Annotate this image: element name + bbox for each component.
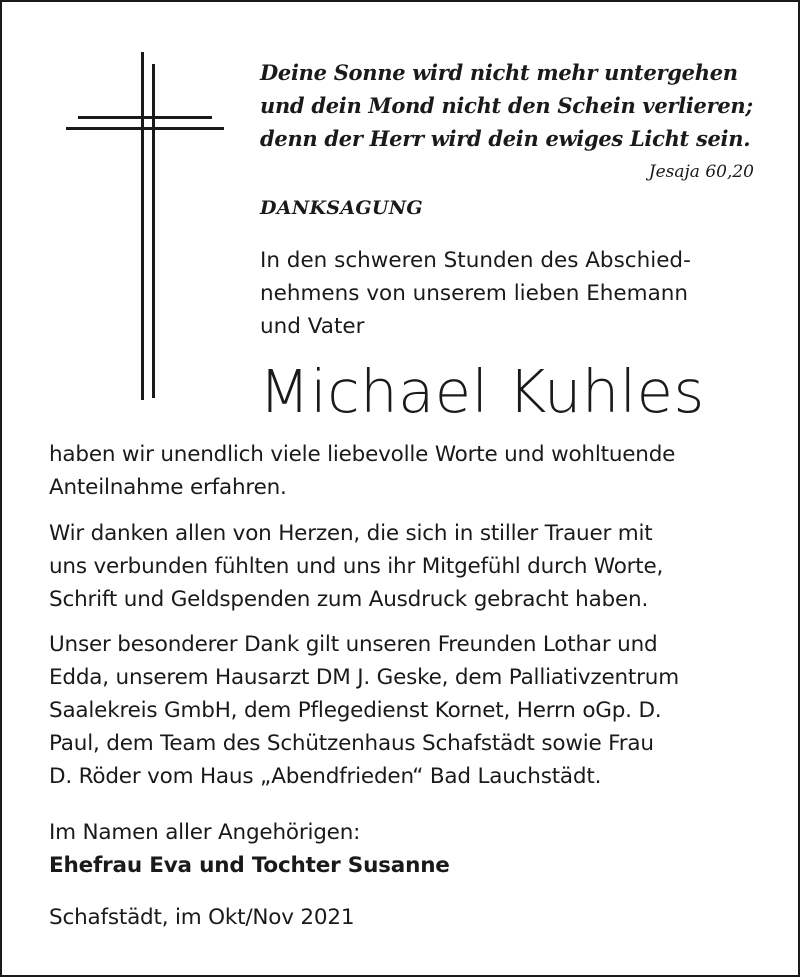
bible-quote bbox=[260, 56, 760, 155]
paragraph-line: Saalekreis GmbH, dem Pflegedienst Kornet, Herrn oGp. D. bbox=[49, 698, 662, 723]
paragraph-line: Unser besonderer Dank gilt unseren Freunden Lothar und bbox=[49, 632, 658, 657]
quote-line: und dein Mond nicht den Schein verlieren; bbox=[260, 93, 753, 118]
paragraph-line: haben wir unendlich viele liebevolle Worte und wohltuende bbox=[49, 442, 676, 467]
intro-line: und Vater bbox=[260, 314, 365, 339]
cross-icon bbox=[66, 52, 224, 400]
quote-line: denn der Herr wird dein ewiges Licht sein. bbox=[260, 126, 751, 151]
closing-intro: Im Namen aller Angehörigen: bbox=[49, 820, 361, 845]
intro-line: nehmens von unserem lieben Ehemann bbox=[260, 281, 689, 306]
closing-block bbox=[49, 816, 769, 882]
paragraph-condolences bbox=[49, 438, 769, 504]
paragraph-thanks bbox=[49, 517, 769, 616]
place-date bbox=[49, 901, 769, 934]
intro-text bbox=[260, 244, 760, 343]
paragraph-line: Wir danken allen von Herzen, die sich in stiller Trauer mit bbox=[49, 521, 653, 546]
intro-line: In den schweren Stunden des Abschied- bbox=[260, 248, 691, 273]
paragraph-line: Paul, dem Team des Schützenhaus Schafstädt sowie Frau bbox=[49, 731, 654, 756]
paragraph-line: D. Röder vom Haus „Abendfrieden“ Bad Lauchstädt. bbox=[49, 764, 602, 789]
heading: DANKSAGUNG bbox=[260, 197, 423, 219]
paragraph-line: uns verbunden fühlten und uns ihr Mitgefühl durch Worte, bbox=[49, 554, 664, 579]
paragraph-special-thanks bbox=[49, 628, 769, 793]
quote-source: Jesaja 60,20 bbox=[648, 162, 754, 182]
paragraph-line: Schrift und Geldspenden zum Ausdruck gebracht haben. bbox=[49, 587, 649, 612]
place-date-text: Schafstädt, im Okt/Nov 2021 bbox=[49, 905, 355, 930]
signature: Ehefrau Eva und Tochter Susanne bbox=[49, 853, 450, 878]
paragraph-line: Anteilnahme erfahren. bbox=[49, 475, 287, 500]
deceased-name: Michael Kuhles bbox=[259, 357, 705, 426]
quote-line: Deine Sonne wird nicht mehr untergehen bbox=[260, 60, 738, 85]
paragraph-line: Edda, unserem Hausarzt DM J. Geske, dem Palliativzentrum bbox=[49, 665, 679, 690]
